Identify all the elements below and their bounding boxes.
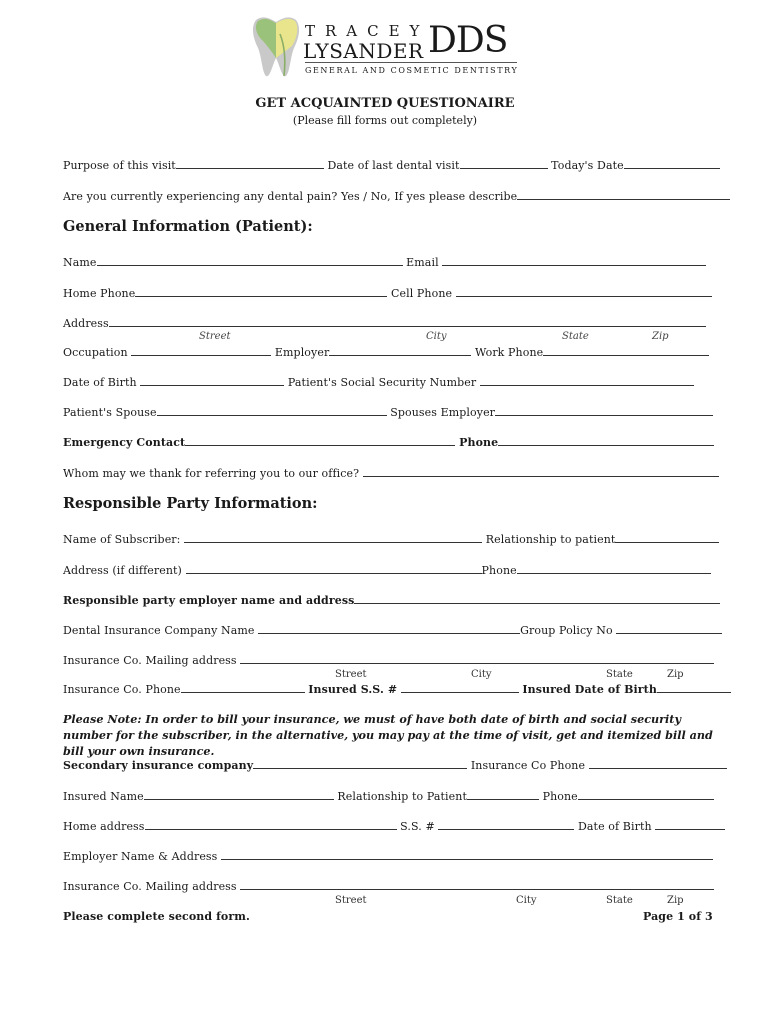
insured-dob-label: Insured Date of Birth (522, 683, 657, 696)
address-field[interactable] (109, 316, 706, 327)
insurance-company-field[interactable] (258, 623, 520, 634)
address-row (63, 316, 706, 330)
address-label: Address (63, 317, 109, 330)
cell-phone-field[interactable] (456, 286, 712, 297)
resp-address-label: Address (if different) (63, 564, 182, 577)
employer-field[interactable] (329, 345, 471, 356)
secondary-home-field[interactable] (145, 819, 397, 830)
secondary-ss-field[interactable] (438, 819, 574, 830)
relationship-field[interactable] (615, 532, 719, 543)
logo-tracey: TRACEY (305, 22, 430, 40)
insured-dob-field[interactable] (657, 682, 731, 693)
purpose-label: Purpose of this visit (63, 159, 176, 172)
phone-row (63, 286, 712, 300)
secondary-ss-label: S.S. # (400, 820, 435, 833)
secondary-company-field[interactable] (253, 758, 467, 769)
secondary-street-caption: Street (335, 895, 367, 906)
pain-field[interactable] (517, 189, 730, 200)
secondary-dob-field[interactable] (655, 819, 725, 830)
page-title: GET ACQUAINTED QUESTIONAIRE (255, 96, 515, 111)
emergency-phone-field[interactable] (498, 435, 714, 446)
dob-row (63, 375, 694, 389)
pain-row (63, 189, 730, 203)
resp-employer-row (63, 593, 720, 607)
spouse-employer-field[interactable] (495, 405, 713, 416)
secondary-dob-label: Date of Birth (577, 820, 652, 833)
secondary-phone-label: Phone (542, 790, 578, 803)
emergency-field[interactable] (185, 435, 455, 446)
subscriber-label: Name of Subscriber: (63, 533, 181, 546)
secondary-home-label: Home address (63, 820, 145, 833)
insured-ss-field[interactable] (401, 682, 519, 693)
secondary-relationship-field[interactable] (467, 789, 539, 800)
secondary-relationship-label: Relationship to Patient (337, 790, 467, 803)
pain-label: Are you currently experiencing any dental pain? Yes / No, If yes please describe (63, 190, 518, 203)
mailing-label: Insurance Co. Mailing address (63, 654, 237, 667)
responsible-heading: Responsible Party Information: (63, 495, 318, 512)
subscriber-field[interactable] (184, 532, 482, 543)
address-state-caption: State (562, 331, 589, 342)
page-subtitle: (Please fill forms out completely) (292, 114, 478, 127)
emergency-label: Emergency Contact (63, 436, 186, 449)
secondary-mailing-field[interactable] (240, 879, 714, 890)
secondary-company-phone-field[interactable] (589, 758, 727, 769)
secondary-employer-field[interactable] (221, 849, 713, 860)
resp-address-row (63, 563, 711, 577)
group-policy-label: Group Policy No (520, 624, 613, 637)
resp-employer-label: Responsible party employer name and address (63, 594, 355, 607)
resp-phone-label: Phone (481, 564, 517, 577)
referral-row (63, 466, 719, 480)
spouse-row (63, 405, 713, 419)
spouse-employer-label: Spouses Employer (390, 406, 496, 419)
email-field[interactable] (442, 255, 706, 266)
name-label: Name (63, 256, 97, 269)
secondary-insured-label: Insured Name (63, 790, 144, 803)
logo-dds: DDS (428, 20, 508, 61)
insurance-company-label: Dental Insurance Company Name (63, 624, 255, 637)
secondary-zip-caption: Zip (667, 895, 684, 906)
spouse-field[interactable] (157, 405, 387, 416)
address-zip-caption: Zip (652, 331, 669, 342)
billing-note: Please Note: In order to bill your insurance, we must of have both date of birth and social security number for the subscriber, in the alternative, you may pay at the time of visit, get and itemized bill and bill your own insurance. (63, 712, 713, 758)
last-visit-label: Date of last dental visit (327, 159, 460, 172)
name-row (63, 255, 706, 269)
footer-note: Please complete second form. (63, 910, 250, 923)
address-city-caption: City (426, 331, 447, 342)
dob-label: Date of Birth (63, 376, 137, 389)
today-label: Today's Date (551, 159, 624, 172)
secondary-home-row (63, 819, 725, 833)
resp-address-field[interactable] (186, 563, 482, 574)
name-field[interactable] (97, 255, 403, 266)
insured-ss-label: Insured S.S. # (308, 683, 398, 696)
work-phone-field[interactable] (543, 345, 709, 356)
spouse-label: Patient's Spouse (63, 406, 157, 419)
secondary-company-row (63, 758, 727, 772)
referral-field[interactable] (363, 466, 719, 477)
mailing-state-caption: State (606, 669, 633, 680)
employer-label: Employer (274, 346, 330, 359)
occupation-label: Occupation (63, 346, 128, 359)
secondary-insured-row (63, 789, 714, 803)
work-phone-label: Work Phone (474, 346, 544, 359)
occupation-row (63, 345, 709, 359)
secondary-company-label: Secondary insurance company (63, 759, 254, 772)
secondary-mailing-label: Insurance Co. Mailing address (63, 880, 237, 893)
home-phone-field[interactable] (135, 286, 387, 297)
mailing-field[interactable] (240, 653, 714, 664)
secondary-mailing-row (63, 879, 714, 893)
today-field[interactable] (624, 158, 720, 169)
referral-label: Whom may we thank for referring you to our office? (63, 467, 360, 480)
email-label: Email (406, 256, 439, 269)
emergency-phone-label: Phone (459, 436, 499, 449)
secondary-state-caption: State (606, 895, 633, 906)
secondary-company-phone-label: Insurance Co Phone (470, 759, 586, 772)
resp-phone-field[interactable] (517, 563, 711, 574)
last-visit-field[interactable] (460, 158, 548, 169)
mailing-city-caption: City (471, 669, 492, 680)
practice-logo (250, 14, 520, 80)
ins-phone-field[interactable] (181, 682, 305, 693)
mailing-zip-caption: Zip (667, 669, 684, 680)
logo-rule (305, 62, 517, 63)
visit-row (63, 158, 720, 172)
tooth-icon (250, 14, 302, 80)
mailing-street-caption: Street (335, 669, 367, 680)
secondary-phone-field[interactable] (578, 789, 714, 800)
occupation-field[interactable] (131, 345, 271, 356)
mailing-row (63, 653, 714, 667)
ins-phone-row (63, 682, 731, 696)
secondary-city-caption: City (516, 895, 537, 906)
secondary-employer-label: Employer Name & Address (63, 850, 218, 863)
home-phone-label: Home Phone (63, 287, 136, 300)
address-street-caption: Street (199, 331, 231, 342)
purpose-field[interactable] (176, 158, 324, 169)
ssn-field[interactable] (480, 375, 694, 386)
resp-employer-field[interactable] (354, 593, 720, 604)
general-heading: General Information (Patient): (63, 218, 313, 235)
cell-phone-label: Cell Phone (390, 287, 453, 300)
subscriber-row (63, 532, 719, 546)
group-policy-field[interactable] (616, 623, 722, 634)
ssn-label: Patient's Social Security Number (287, 376, 477, 389)
insurance-company-row (63, 623, 722, 637)
page-number: Page 1 of 3 (643, 910, 713, 923)
relationship-label: Relationship to patient (485, 533, 616, 546)
logo-lysander: LYSANDER (303, 39, 424, 63)
secondary-employer-row (63, 849, 713, 863)
emergency-row (63, 435, 714, 449)
ins-phone-label: Insurance Co. Phone (63, 683, 181, 696)
dob-field[interactable] (140, 375, 284, 386)
logo-tagline: GENERAL AND COSMETIC DENTISTRY (305, 66, 519, 75)
secondary-insured-field[interactable] (144, 789, 334, 800)
